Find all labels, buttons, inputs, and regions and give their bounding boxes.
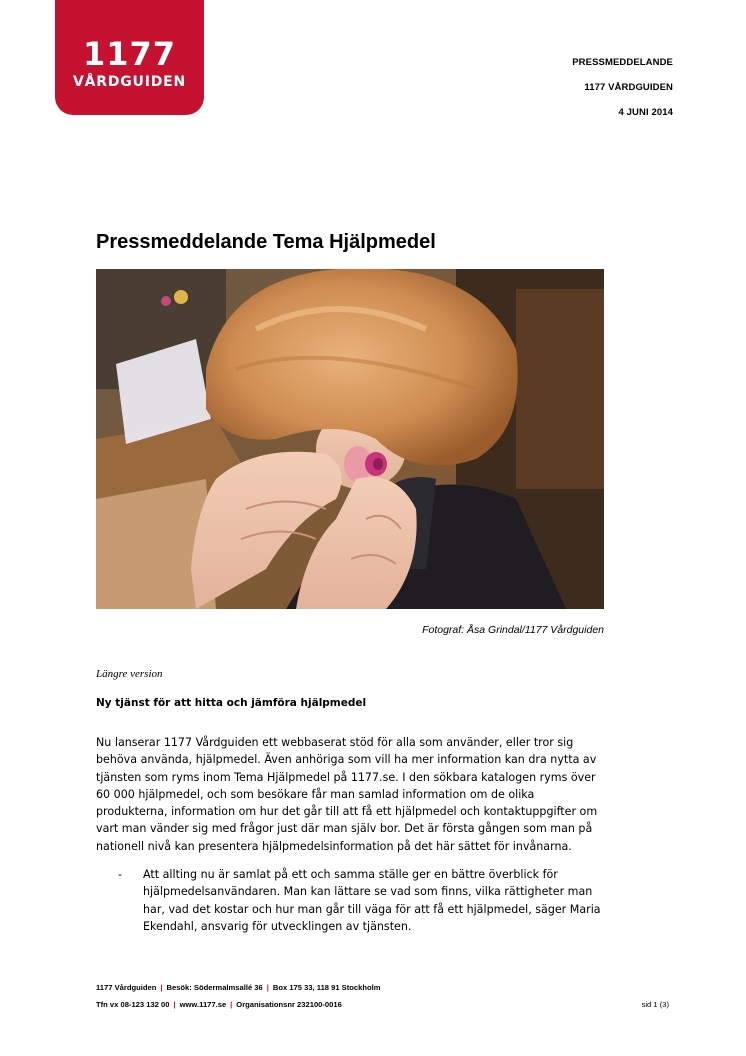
footer-separator: | (173, 1000, 176, 1009)
footer-phone: Tfn vx 08-123 132 00 (96, 1000, 170, 1009)
footer-contact (96, 1000, 342, 1009)
quote-dash: - (118, 868, 123, 881)
logo-name: VÅRDGUIDEN (72, 74, 187, 90)
photo-caption: Fotograf: Åsa Grindal/1177 Vårdguiden (422, 624, 604, 636)
quote-line: hjälpmedelsanvändaren. Man kan lättare se vad som finns, vilka rättigheter man (143, 885, 593, 899)
body-line: 60 000 hjälpmedel, och som besökare får man samlad information om de olika (96, 787, 535, 801)
quote-line: har, vad det kostar och hur man går till väga för att få ett hjälpmedel, säger Maria (143, 902, 601, 916)
subheading: Ny tjänst för att hitta och jämföra hjälpmedel (96, 697, 367, 709)
footer-separator: | (230, 1000, 233, 1009)
logo[interactable] (55, 0, 204, 115)
footer-orgnr: Organisationsnr 232100-0016 (236, 1000, 342, 1009)
page-number: sid 1 (3) (641, 1000, 669, 1009)
footer-website-link[interactable]: www.1177.se (179, 1000, 227, 1009)
quote-line: Ekendahl, ansvarig för utvecklingen av tjänsten. (143, 919, 412, 933)
quote-line: Att allting nu är samlat på ett och samma ställe ger en bättre överblick för (143, 868, 558, 881)
quote-paragraph (143, 866, 613, 935)
footer-org: 1177 Vårdguiden (96, 983, 157, 992)
body-line: Nu lanserar 1177 Vårdguiden ett webbaserat stöd för alla som använder, eller tror sig (96, 736, 574, 749)
body-paragraph (96, 734, 616, 855)
footer-separator: | (266, 983, 269, 992)
doc-type: PRESSMEDDELANDE (572, 57, 673, 68)
logo-number: 1177 (82, 35, 177, 73)
footer-box: Box 175 33, 118 91 Stockholm (272, 983, 381, 992)
organization: 1177 VÅRDGUIDEN (584, 82, 673, 93)
body-line: nationell nivå kan presentera hjälpmedelsinformation på det här sättet för invånarna. (96, 839, 572, 853)
body-line: vart man vänder sig med frågor just där man själv bor. Det är första gången som man på (96, 822, 593, 836)
page-title: Pressmeddelande Tema Hjälpmedel (96, 231, 436, 253)
version-label: Längre version (96, 668, 163, 680)
footer-visit: Besök: Södermalmsallé 36 (166, 983, 263, 992)
footer-address (96, 983, 381, 992)
body-line: tjänsten som ryms inom Tema Hjälpmedel på 1177.se. I den sökbara katalogen ryms över (96, 770, 596, 784)
body-line: produkterna, information om hur det går till att få ett hjälpmedel och kontaktuppgifter om (96, 805, 598, 819)
date: 4 JUNI 2014 (618, 107, 673, 118)
press-photo (96, 269, 604, 609)
body-line: behöva använda, hjälpmedel. Även anhöriga som vill ha mer information kan dra nytta av (96, 753, 597, 767)
footer-separator: | (160, 983, 163, 992)
